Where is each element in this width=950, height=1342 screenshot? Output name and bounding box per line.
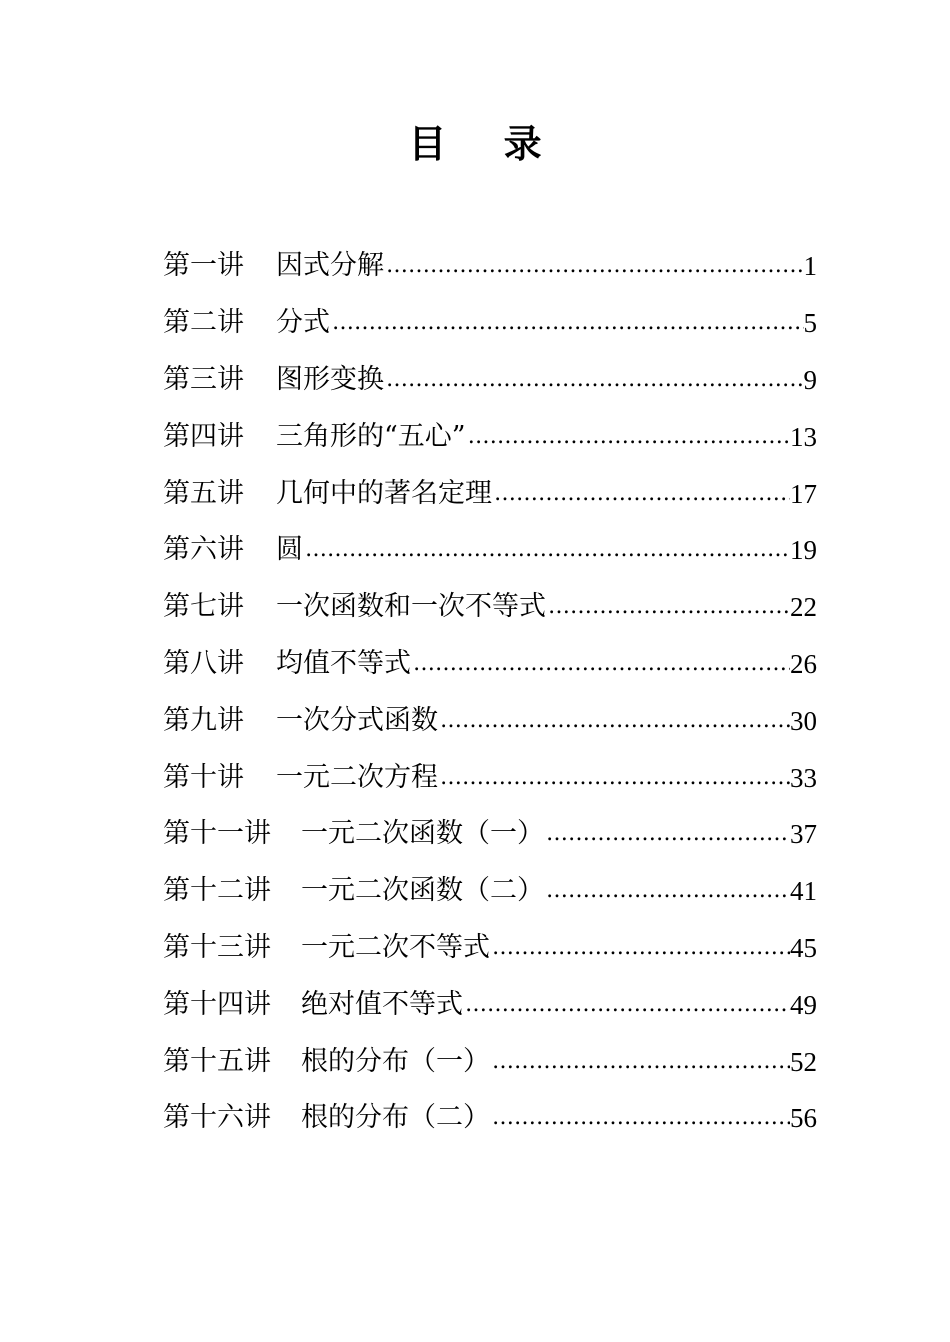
toc-dot-leader xyxy=(490,928,790,968)
toc-entry[interactable] xyxy=(163,1090,817,1147)
toc-title: 圆 xyxy=(276,534,303,566)
toc-chapter: 第九讲 xyxy=(163,704,244,736)
toc-page-number: 13 xyxy=(790,421,817,452)
toc-chapter: 第三讲 xyxy=(163,363,244,395)
toc-dot-leader xyxy=(463,985,790,1025)
toc-title: 一次函数和一次不等式 xyxy=(276,591,546,623)
toc-entry[interactable] xyxy=(163,408,817,465)
toc-page-number: 17 xyxy=(790,478,817,509)
toc-page-number: 26 xyxy=(790,648,817,679)
toc-chapter: 第十六讲 xyxy=(163,1102,271,1134)
toc-chapter: 第七讲 xyxy=(163,591,244,623)
toc-dot-leader xyxy=(546,587,790,627)
toc-entry[interactable] xyxy=(163,238,817,295)
toc-chapter: 第二讲 xyxy=(163,307,244,339)
toc-title: 三角形的“五心” xyxy=(276,420,466,452)
toc-page-number: 41 xyxy=(790,876,817,907)
toc-entry[interactable] xyxy=(163,579,817,636)
toc-entry[interactable] xyxy=(163,749,817,806)
toc-chapter: 第十四讲 xyxy=(163,988,271,1020)
toc-page-number: 49 xyxy=(790,989,817,1020)
toc-chapter: 第一讲 xyxy=(163,250,244,282)
toc-chapter: 第六讲 xyxy=(163,534,244,566)
toc-page-number: 33 xyxy=(790,762,817,793)
toc-dot-leader xyxy=(492,474,790,514)
toc-page-number: 19 xyxy=(790,535,817,566)
toc-chapter: 第八讲 xyxy=(163,647,244,679)
toc-dot-leader xyxy=(384,246,804,286)
toc-page-number: 37 xyxy=(790,819,817,850)
toc-dot-leader xyxy=(384,360,804,400)
toc-title: 一次分式函数 xyxy=(276,704,438,736)
toc-page-number: 52 xyxy=(790,1046,817,1077)
toc-entry[interactable] xyxy=(163,692,817,749)
toc-dot-leader xyxy=(438,701,790,741)
toc-page-number: 22 xyxy=(790,592,817,623)
toc-chapter: 第四讲 xyxy=(163,420,244,452)
toc-chapter: 第十二讲 xyxy=(163,875,271,907)
toc-title: 一元二次不等式 xyxy=(301,931,490,963)
toc-entry[interactable] xyxy=(163,352,817,409)
toc-chapter: 第十三讲 xyxy=(163,931,271,963)
toc-entry[interactable] xyxy=(163,976,817,1033)
toc-dot-leader xyxy=(490,1098,790,1138)
toc-entry[interactable] xyxy=(163,863,817,920)
toc-entry[interactable] xyxy=(163,1033,817,1090)
toc-dot-leader xyxy=(490,1042,790,1082)
toc-title: 根的分布（一） xyxy=(301,1045,490,1077)
toc-dot-leader xyxy=(544,814,790,854)
toc-page-number: 5 xyxy=(803,308,817,339)
toc-chapter: 第五讲 xyxy=(163,477,244,509)
page-title: 目 录 xyxy=(408,122,564,166)
toc-entry[interactable] xyxy=(163,295,817,352)
toc-title: 分式 xyxy=(276,307,330,339)
toc-title: 一元二次函数（一） xyxy=(301,818,544,850)
toc-entry[interactable] xyxy=(163,920,817,977)
toc-entry[interactable] xyxy=(163,636,817,693)
toc-entry[interactable] xyxy=(163,465,817,522)
toc-page-number: 56 xyxy=(790,1103,817,1134)
toc-dot-leader xyxy=(544,871,790,911)
toc-page-number: 9 xyxy=(803,364,817,395)
toc-page-number: 45 xyxy=(790,932,817,963)
toc-page-number: 30 xyxy=(790,705,817,736)
toc-title: 一元二次函数（二） xyxy=(301,875,544,907)
toc-chapter: 第十讲 xyxy=(163,761,244,793)
table-of-contents xyxy=(163,238,817,1147)
toc-dot-leader xyxy=(466,417,790,457)
toc-chapter: 第十一讲 xyxy=(163,818,271,850)
toc-dot-leader xyxy=(438,758,790,798)
toc-title: 根的分布（二） xyxy=(301,1102,490,1134)
toc-entry[interactable] xyxy=(163,806,817,863)
toc-page-number: 1 xyxy=(803,251,817,282)
toc-title: 一元二次方程 xyxy=(276,761,438,793)
toc-title: 图形变换 xyxy=(276,363,384,395)
toc-title: 绝对值不等式 xyxy=(301,988,463,1020)
toc-chapter: 第十五讲 xyxy=(163,1045,271,1077)
toc-dot-leader xyxy=(411,644,790,684)
toc-title: 均值不等式 xyxy=(276,647,411,679)
toc-dot-leader xyxy=(303,530,790,570)
toc-title: 几何中的著名定理 xyxy=(276,477,492,509)
toc-entry[interactable] xyxy=(163,522,817,579)
toc-title: 因式分解 xyxy=(276,250,384,282)
toc-dot-leader xyxy=(330,303,804,343)
